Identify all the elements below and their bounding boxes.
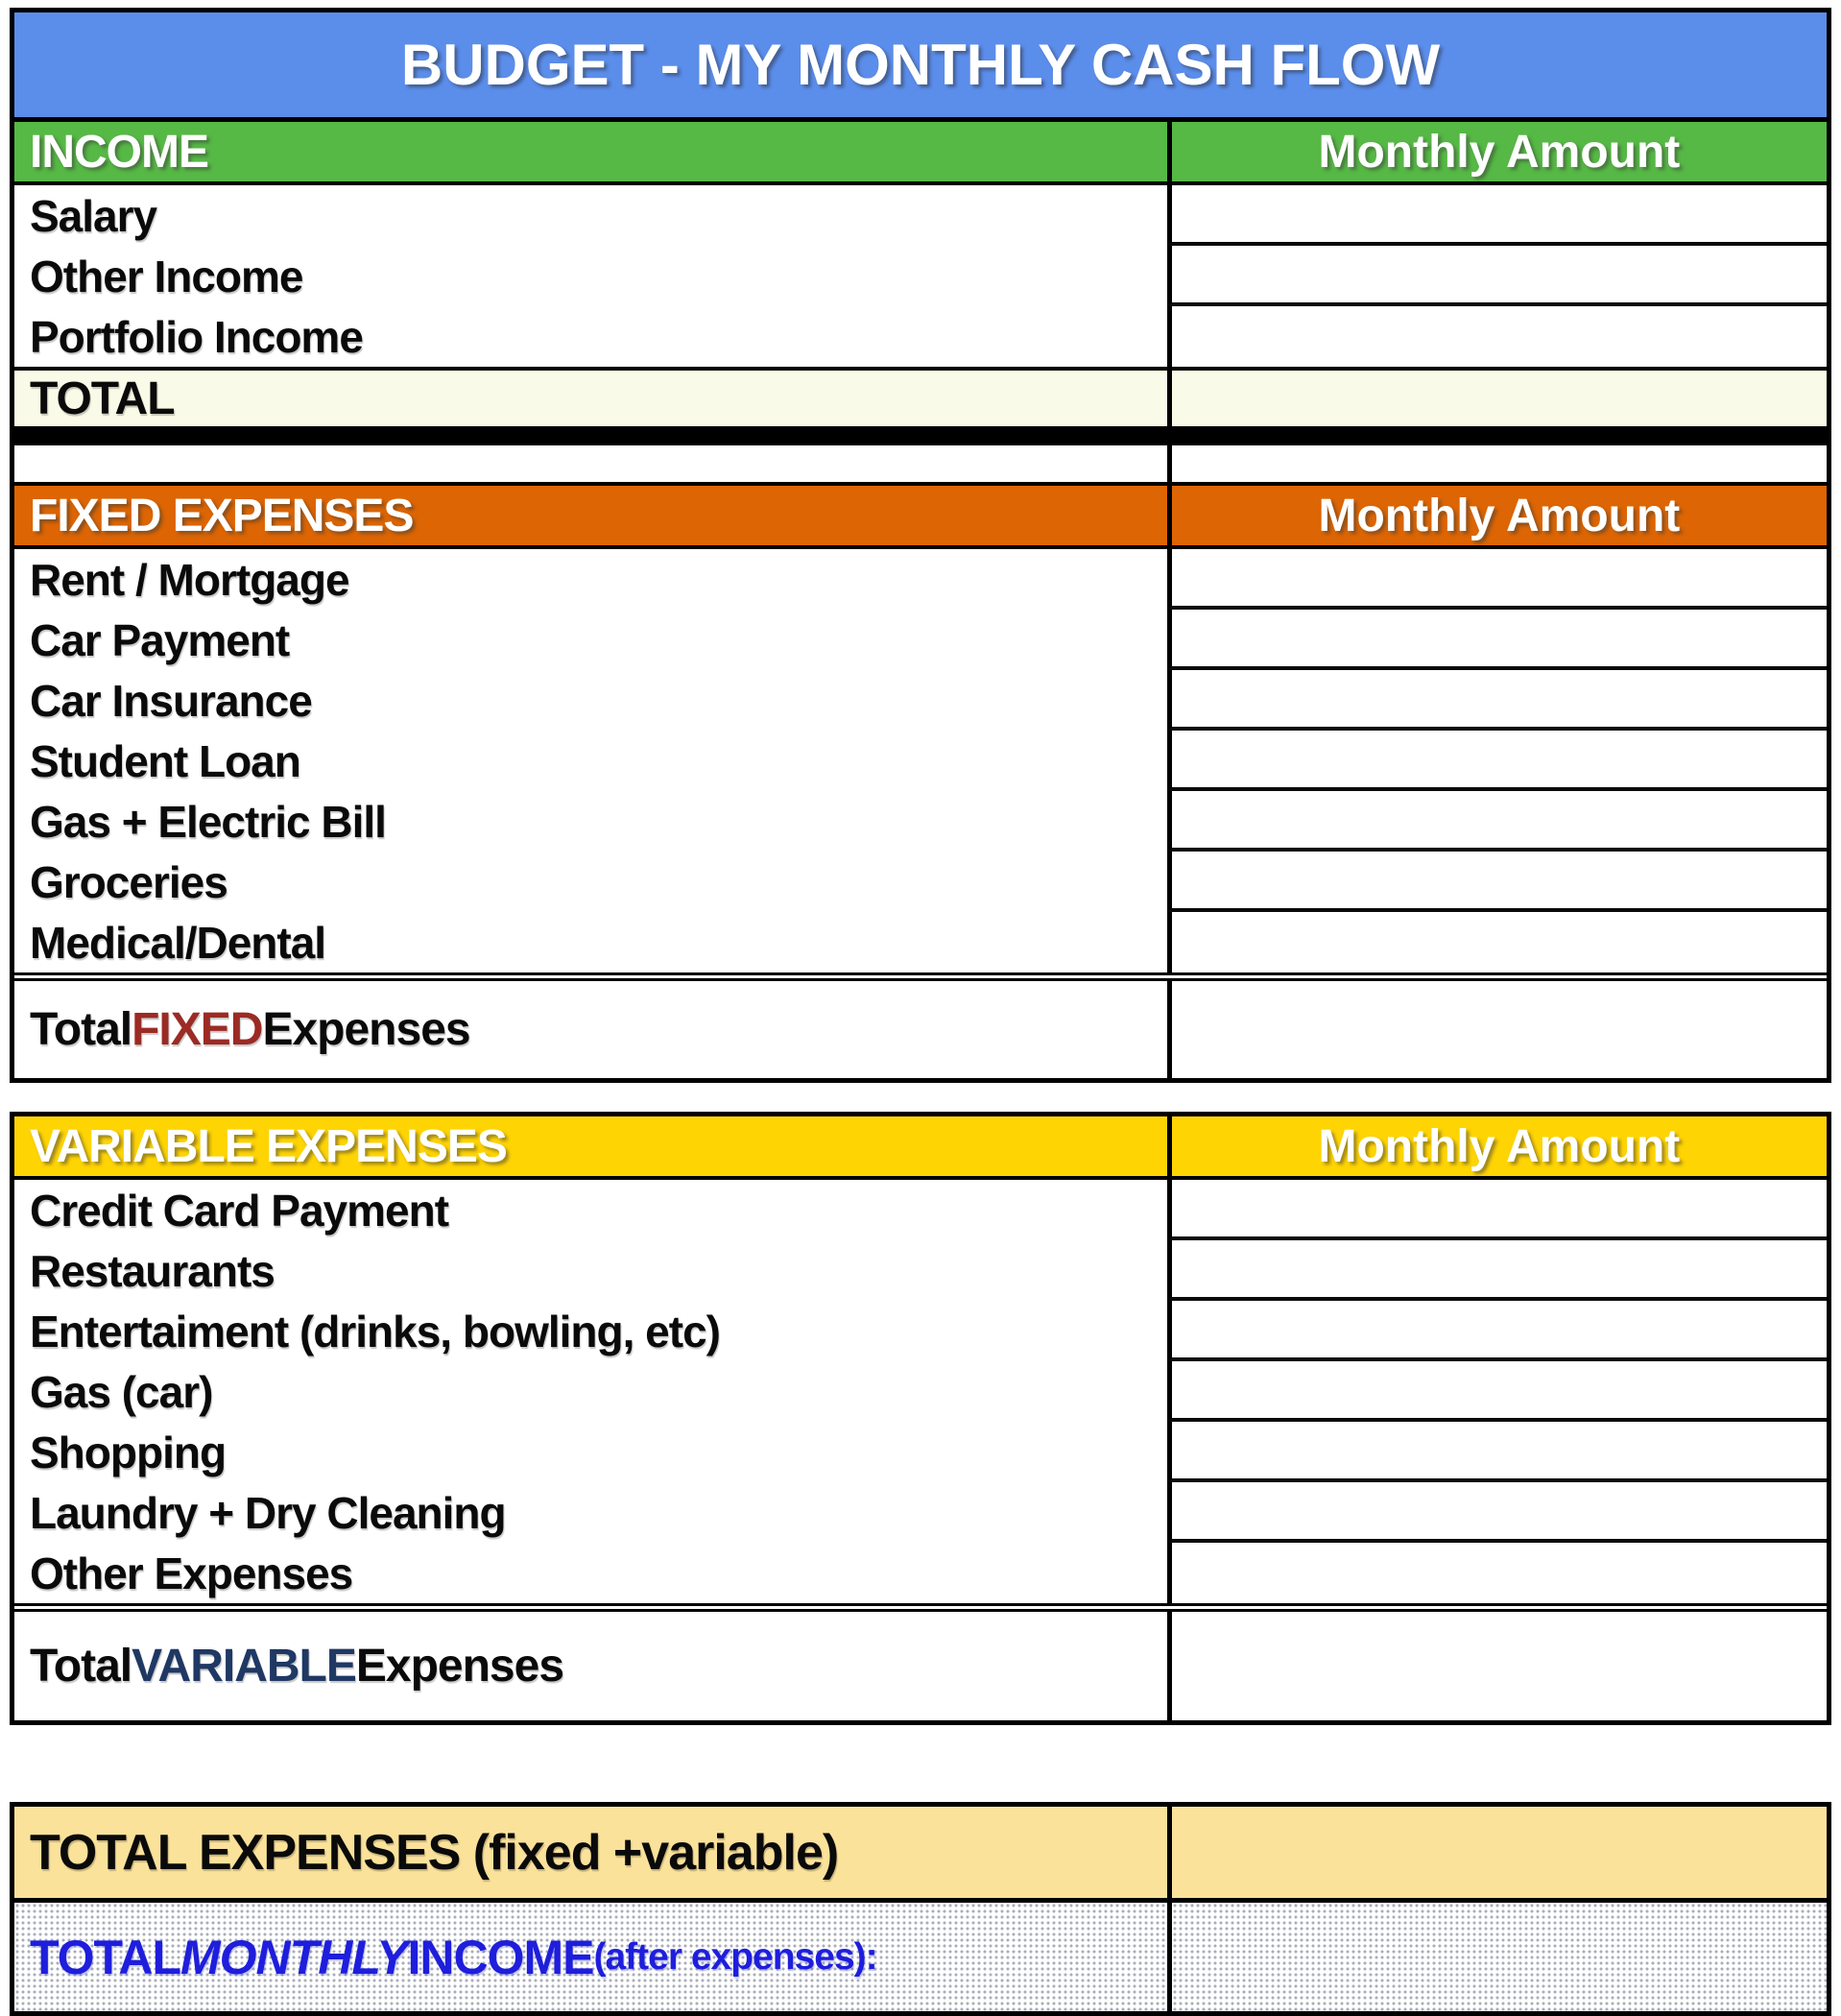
variable-section-title: VARIABLE EXPENSES <box>30 1120 507 1172</box>
variable-amount-header: Monthly Amount <box>1167 1116 1827 1176</box>
net-income-prefix: TOTAL <box>30 1930 181 1984</box>
fixed-row-student-loan <box>14 731 1827 791</box>
total-expenses-amount-cell[interactable] <box>1167 1807 1827 1898</box>
income-item-label: Portfolio Income <box>30 311 363 362</box>
fixed-total-row <box>14 972 1827 1078</box>
variable-total-suffix: Expenses <box>355 1641 564 1692</box>
variable-item-label: Restaurants <box>30 1245 275 1296</box>
fixed-row-groceries <box>14 852 1827 912</box>
spacer-row <box>14 445 1827 482</box>
variable-item-label: Other Expenses <box>30 1548 353 1598</box>
summary-block <box>10 1802 1831 2016</box>
income-item-label: Salary <box>30 190 157 241</box>
net-income-row <box>14 1903 1827 2011</box>
variable-row-gas-car <box>14 1361 1827 1422</box>
section-gap <box>10 1725 1831 1802</box>
income-total-amount-cell[interactable] <box>1167 371 1827 426</box>
fixed-item-label: Medical/Dental <box>30 917 326 968</box>
fixed-item-label: Groceries <box>30 856 227 907</box>
income-row-other-income <box>14 246 1827 306</box>
fixed-row-gas-electric <box>14 791 1827 852</box>
fixed-item-label: Gas + Electric Bill <box>30 796 386 847</box>
variable-row-other-expenses <box>14 1543 1827 1603</box>
fixed-total-keyword: FIXED <box>132 1004 263 1055</box>
variable-row-entertainment <box>14 1301 1827 1361</box>
income-rows <box>14 185 1827 367</box>
fixed-amount-cell[interactable] <box>1167 610 1827 670</box>
variable-row-shopping <box>14 1422 1827 1482</box>
variable-rows <box>14 1180 1827 1603</box>
variable-amount-cell[interactable] <box>1167 1301 1827 1361</box>
variable-total-label <box>14 1612 1167 1720</box>
section-separator-band <box>14 426 1827 445</box>
fixed-expenses-header-row <box>14 482 1827 549</box>
variable-row-credit-card <box>14 1180 1827 1240</box>
income-total-label: TOTAL <box>30 372 175 424</box>
fixed-item-label: Rent / Mortgage <box>30 554 349 605</box>
total-expenses-label: TOTAL EXPENSES (fixed +variable) <box>30 1824 839 1881</box>
fixed-amount-cell[interactable] <box>1167 731 1827 791</box>
income-section-title: INCOME <box>30 126 208 178</box>
variable-item-label: Credit Card Payment <box>30 1185 449 1236</box>
fixed-amount-cell[interactable] <box>1167 670 1827 731</box>
variable-item-label: Entertaiment (drinks, bowling, etc) <box>30 1306 720 1356</box>
income-amount-cell[interactable] <box>1167 306 1827 367</box>
fixed-total-prefix: Total <box>30 1004 132 1055</box>
variable-amount-cell[interactable] <box>1167 1543 1827 1603</box>
net-income-label <box>14 1903 1167 2011</box>
fixed-total-label <box>14 981 1167 1078</box>
income-amount-cell[interactable] <box>1167 185 1827 246</box>
income-row-portfolio-income <box>14 306 1827 367</box>
variable-block <box>10 1112 1831 1725</box>
net-income-suffix: INCOME <box>407 1930 594 1984</box>
income-header-row <box>14 122 1827 185</box>
income-amount-cell[interactable] <box>1167 246 1827 306</box>
variable-total-keyword: VARIABLE <box>132 1641 356 1692</box>
income-item-label: Other Income <box>30 251 303 301</box>
variable-amount-cell[interactable] <box>1167 1180 1827 1240</box>
income-total-row <box>14 367 1827 426</box>
fixed-item-label: Car Payment <box>30 614 290 665</box>
variable-amount-cell[interactable] <box>1167 1361 1827 1422</box>
fixed-row-car-insurance <box>14 670 1827 731</box>
fixed-row-rent-mortgage <box>14 549 1827 610</box>
variable-amount-cell[interactable] <box>1167 1422 1827 1482</box>
variable-item-label: Laundry + Dry Cleaning <box>30 1487 506 1538</box>
fixed-total-amount-cell[interactable] <box>1167 981 1827 1078</box>
variable-item-label: Shopping <box>30 1427 227 1477</box>
fixed-rows <box>14 549 1827 972</box>
fixed-row-car-payment <box>14 610 1827 670</box>
fixed-amount-cell[interactable] <box>1167 549 1827 610</box>
variable-total-row <box>14 1603 1827 1720</box>
fixed-amount-cell[interactable] <box>1167 912 1827 972</box>
income-amount-header: Monthly Amount <box>1167 122 1827 181</box>
spacer-label-cell <box>14 445 1167 482</box>
variable-item-label: Gas (car) <box>30 1366 213 1417</box>
spacer-amount-cell <box>1167 445 1827 482</box>
variable-row-laundry <box>14 1482 1827 1543</box>
income-row-salary <box>14 185 1827 246</box>
section-gap <box>10 1083 1831 1112</box>
net-income-note: (after expenses): <box>593 1935 877 1978</box>
fixed-amount-cell[interactable] <box>1167 791 1827 852</box>
fixed-amount-cell[interactable] <box>1167 852 1827 912</box>
variable-amount-cell[interactable] <box>1167 1240 1827 1301</box>
fixed-item-label: Car Insurance <box>30 675 312 726</box>
variable-total-amount-cell[interactable] <box>1167 1612 1827 1720</box>
fixed-section-title: FIXED EXPENSES <box>30 490 414 541</box>
net-income-amount-cell[interactable] <box>1167 1903 1827 2011</box>
sheet-title: BUDGET - MY MONTHLY CASH FLOW <box>14 12 1827 122</box>
income-fixed-block <box>10 8 1831 1083</box>
fixed-amount-header: Monthly Amount <box>1167 486 1827 545</box>
variable-amount-cell[interactable] <box>1167 1482 1827 1543</box>
fixed-item-label: Student Loan <box>30 735 300 786</box>
variable-expenses-header-row <box>14 1116 1827 1180</box>
fixed-row-medical-dental <box>14 912 1827 972</box>
total-expenses-row <box>14 1807 1827 1903</box>
net-income-italic-word: MONTHLY <box>180 1930 408 1984</box>
fixed-total-suffix: Expenses <box>262 1004 470 1055</box>
variable-total-prefix: Total <box>30 1641 132 1692</box>
variable-row-restaurants <box>14 1240 1827 1301</box>
